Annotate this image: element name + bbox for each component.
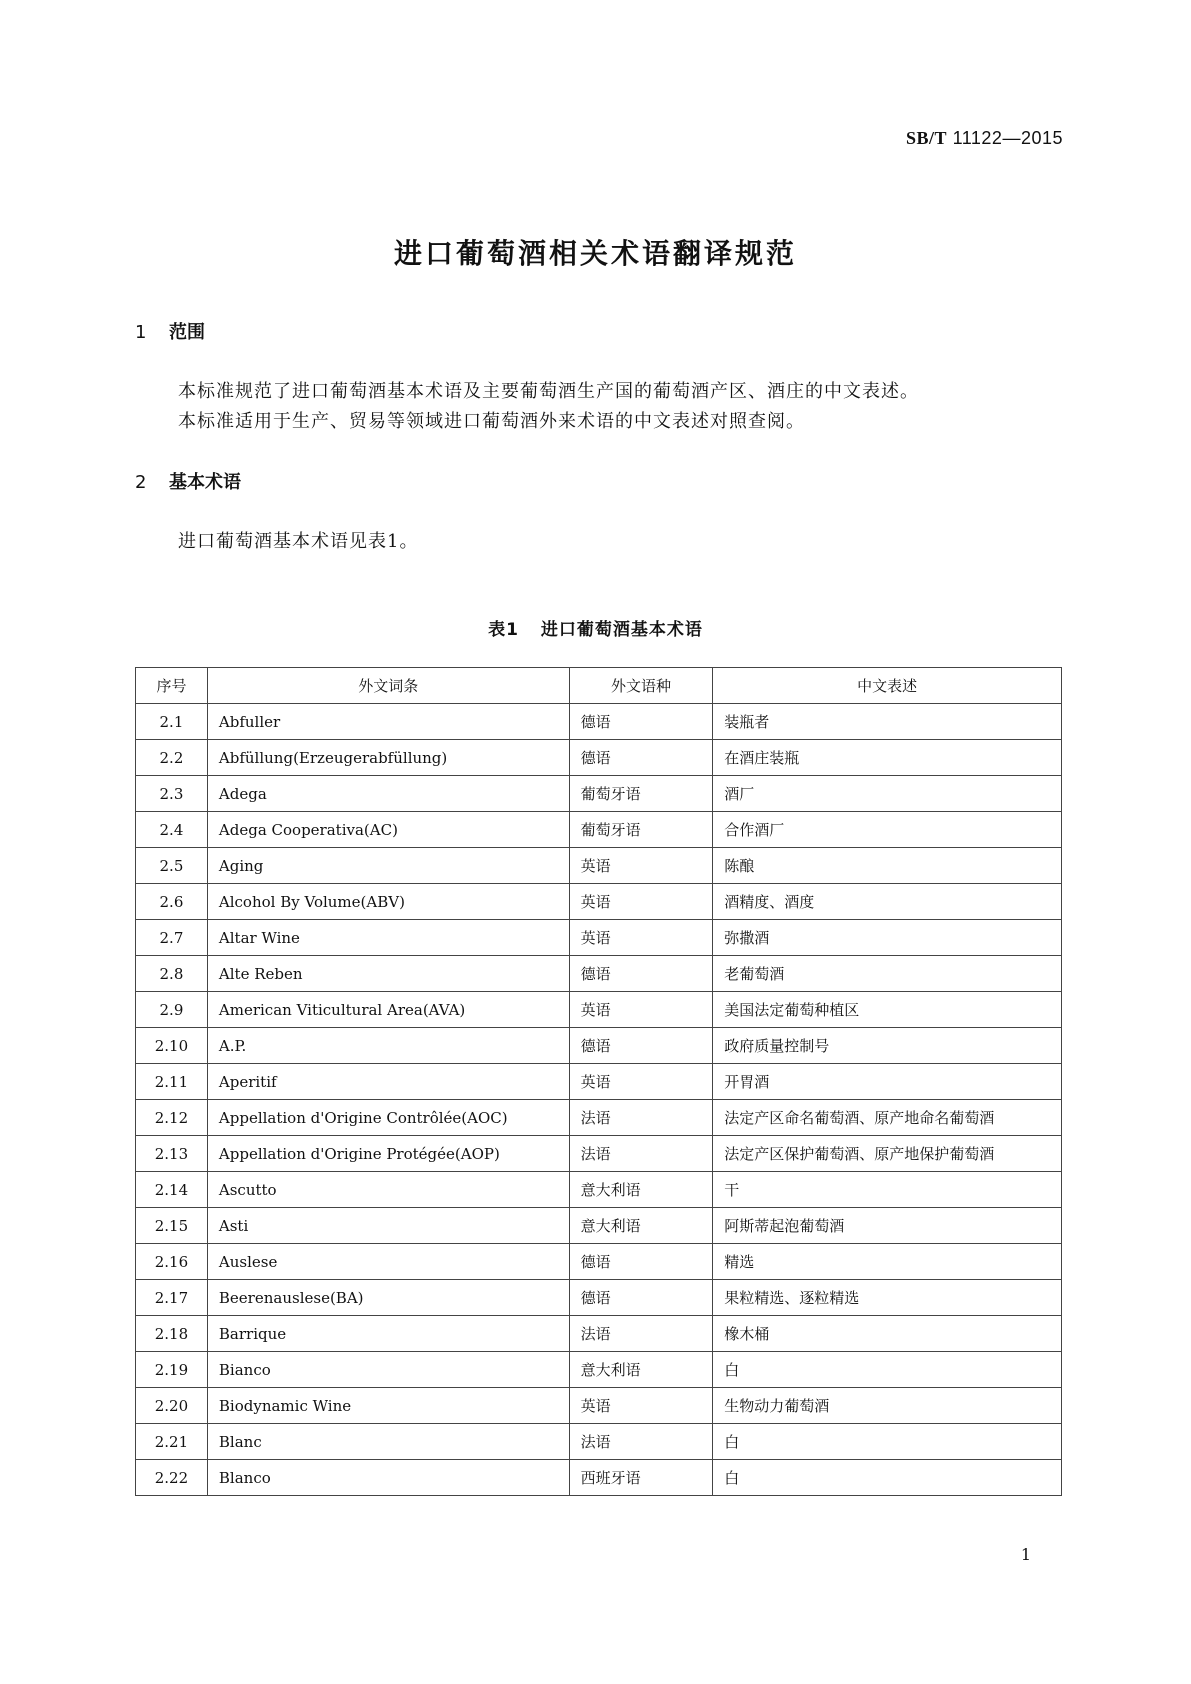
cell-language: 法语 xyxy=(569,1100,713,1136)
cell-language: 德语 xyxy=(569,704,713,740)
table-row xyxy=(136,1244,1062,1280)
document-code-prefix: SB/T xyxy=(906,128,948,148)
cell-chinese: 法定产区命名葡萄酒、原产地命名葡萄酒 xyxy=(713,1100,1062,1136)
cell-language: 英语 xyxy=(569,884,713,920)
cell-foreign-term: Ascutto xyxy=(207,1172,569,1208)
cell-chinese: 合作酒厂 xyxy=(713,812,1062,848)
cell-language: 法语 xyxy=(569,1136,713,1172)
cell-serial: 2.14 xyxy=(136,1172,208,1208)
cell-foreign-term: Barrique xyxy=(207,1316,569,1352)
cell-chinese: 白 xyxy=(713,1460,1062,1496)
cell-foreign-term: Blanc xyxy=(207,1424,569,1460)
cell-language: 德语 xyxy=(569,740,713,776)
cell-chinese: 果粒精选、逐粒精选 xyxy=(713,1280,1062,1316)
cell-language: 英语 xyxy=(569,992,713,1028)
section-2-heading xyxy=(135,468,241,494)
cell-serial: 2.3 xyxy=(136,776,208,812)
cell-chinese: 橡木桶 xyxy=(713,1316,1062,1352)
table-caption xyxy=(0,615,1191,640)
cell-foreign-term: Adega Cooperativa(AC) xyxy=(207,812,569,848)
section-1-title: 范围 xyxy=(169,322,205,343)
section-1-number: 1 xyxy=(135,322,147,343)
table-row xyxy=(136,1316,1062,1352)
cell-language: 意大利语 xyxy=(569,1352,713,1388)
cell-chinese: 美国法定葡萄种植区 xyxy=(713,992,1062,1028)
cell-chinese: 弥撒酒 xyxy=(713,920,1062,956)
table-row xyxy=(136,1388,1062,1424)
table-header-row xyxy=(136,668,1062,704)
header-language: 外文语种 xyxy=(569,668,713,704)
cell-foreign-term: Abfüllung(Erzeugerabfüllung) xyxy=(207,740,569,776)
cell-serial: 2.18 xyxy=(136,1316,208,1352)
cell-chinese: 陈酿 xyxy=(713,848,1062,884)
section-2-number: 2 xyxy=(135,472,147,493)
cell-chinese: 生物动力葡萄酒 xyxy=(713,1388,1062,1424)
cell-serial: 2.7 xyxy=(136,920,208,956)
cell-chinese: 在酒庄装瓶 xyxy=(713,740,1062,776)
cell-language: 英语 xyxy=(569,1064,713,1100)
cell-language: 法语 xyxy=(569,1316,713,1352)
cell-foreign-term: Bianco xyxy=(207,1352,569,1388)
section-1-paragraph-1: 本标准规范了进口葡萄酒基本术语及主要葡萄酒生产国的葡萄酒产区、酒庄的中文表述。 xyxy=(178,381,919,402)
cell-serial: 2.8 xyxy=(136,956,208,992)
cell-serial: 2.1 xyxy=(136,704,208,740)
cell-serial: 2.16 xyxy=(136,1244,208,1280)
table-row xyxy=(136,1352,1062,1388)
cell-chinese: 精选 xyxy=(713,1244,1062,1280)
table-row xyxy=(136,1136,1062,1172)
cell-language: 德语 xyxy=(569,956,713,992)
cell-serial: 2.10 xyxy=(136,1028,208,1064)
cell-language: 英语 xyxy=(569,848,713,884)
table-row xyxy=(136,1064,1062,1100)
table-row xyxy=(136,1460,1062,1496)
cell-chinese: 阿斯蒂起泡葡萄酒 xyxy=(713,1208,1062,1244)
cell-chinese: 干 xyxy=(713,1172,1062,1208)
table-row xyxy=(136,1280,1062,1316)
cell-serial: 2.2 xyxy=(136,740,208,776)
cell-language: 意大利语 xyxy=(569,1208,713,1244)
section-1-heading xyxy=(135,318,205,344)
cell-language: 西班牙语 xyxy=(569,1460,713,1496)
cell-serial: 2.21 xyxy=(136,1424,208,1460)
cell-foreign-term: Biodynamic Wine xyxy=(207,1388,569,1424)
cell-serial: 2.12 xyxy=(136,1100,208,1136)
cell-serial: 2.22 xyxy=(136,1460,208,1496)
document-code-number: 11122—2015 xyxy=(952,128,1063,148)
cell-foreign-term: Abfuller xyxy=(207,704,569,740)
cell-chinese: 装瓶者 xyxy=(713,704,1062,740)
cell-serial: 2.20 xyxy=(136,1388,208,1424)
table-caption-title: 进口葡萄酒基本术语 xyxy=(540,620,703,640)
cell-foreign-term: American Viticultural Area(AVA) xyxy=(207,992,569,1028)
table-row xyxy=(136,704,1062,740)
cell-foreign-term: Asti xyxy=(207,1208,569,1244)
page-title: 进口葡萄酒相关术语翻译规范 xyxy=(393,237,797,270)
table-caption-label: 表1 xyxy=(488,620,519,640)
cell-chinese: 法定产区保护葡萄酒、原产地保护葡萄酒 xyxy=(713,1136,1062,1172)
cell-language: 法语 xyxy=(569,1424,713,1460)
header-foreign-term: 外文词条 xyxy=(207,668,569,704)
table-row xyxy=(136,992,1062,1028)
cell-foreign-term: Alte Reben xyxy=(207,956,569,992)
cell-chinese: 老葡萄酒 xyxy=(713,956,1062,992)
table-row xyxy=(136,740,1062,776)
cell-foreign-term: Alcohol By Volume(ABV) xyxy=(207,884,569,920)
header-serial: 序号 xyxy=(136,668,208,704)
table-row xyxy=(136,1172,1062,1208)
table-row xyxy=(136,884,1062,920)
cell-foreign-term: Aperitif xyxy=(207,1064,569,1100)
cell-foreign-term: Altar Wine xyxy=(207,920,569,956)
cell-serial: 2.15 xyxy=(136,1208,208,1244)
cell-foreign-term: Auslese xyxy=(207,1244,569,1280)
cell-foreign-term: Aging xyxy=(207,848,569,884)
cell-language: 英语 xyxy=(569,1388,713,1424)
cell-foreign-term: Appellation d'Origine Protégée(AOP) xyxy=(207,1136,569,1172)
header-chinese: 中文表述 xyxy=(713,668,1062,704)
document-code xyxy=(906,128,1063,149)
cell-foreign-term: Appellation d'Origine Contrôlée(AOC) xyxy=(207,1100,569,1136)
cell-foreign-term: A.P. xyxy=(207,1028,569,1064)
cell-chinese: 酒厂 xyxy=(713,776,1062,812)
cell-serial: 2.9 xyxy=(136,992,208,1028)
cell-serial: 2.6 xyxy=(136,884,208,920)
table-row xyxy=(136,1100,1062,1136)
cell-chinese: 政府质量控制号 xyxy=(713,1028,1062,1064)
table-row xyxy=(136,776,1062,812)
table-row xyxy=(136,956,1062,992)
table-row xyxy=(136,848,1062,884)
cell-serial: 2.4 xyxy=(136,812,208,848)
cell-language: 意大利语 xyxy=(569,1172,713,1208)
cell-serial: 2.19 xyxy=(136,1352,208,1388)
cell-language: 葡萄牙语 xyxy=(569,776,713,812)
section-2-title: 基本术语 xyxy=(169,472,241,493)
section-2-paragraph: 进口葡萄酒基本术语见表1。 xyxy=(178,531,419,552)
cell-serial: 2.11 xyxy=(136,1064,208,1100)
cell-chinese: 白 xyxy=(713,1424,1062,1460)
cell-serial: 2.5 xyxy=(136,848,208,884)
cell-language: 德语 xyxy=(569,1280,713,1316)
table-row xyxy=(136,1028,1062,1064)
cell-foreign-term: Beerenauslese(BA) xyxy=(207,1280,569,1316)
cell-serial: 2.17 xyxy=(136,1280,208,1316)
cell-chinese: 白 xyxy=(713,1352,1062,1388)
cell-language: 英语 xyxy=(569,920,713,956)
page-number: 1 xyxy=(1020,1545,1031,1564)
cell-chinese: 酒精度、酒度 xyxy=(713,884,1062,920)
cell-language: 德语 xyxy=(569,1244,713,1280)
cell-serial: 2.13 xyxy=(136,1136,208,1172)
table-row xyxy=(136,1208,1062,1244)
cell-language: 德语 xyxy=(569,1028,713,1064)
cell-foreign-term: Adega xyxy=(207,776,569,812)
table-row xyxy=(136,920,1062,956)
cell-foreign-term: Blanco xyxy=(207,1460,569,1496)
cell-chinese: 开胃酒 xyxy=(713,1064,1062,1100)
terms-table xyxy=(135,667,1062,1496)
section-1-paragraph-2: 本标准适用于生产、贸易等领域进口葡萄酒外来术语的中文表述对照查阅。 xyxy=(178,411,805,432)
table-row xyxy=(136,812,1062,848)
table-row xyxy=(136,1424,1062,1460)
cell-language: 葡萄牙语 xyxy=(569,812,713,848)
